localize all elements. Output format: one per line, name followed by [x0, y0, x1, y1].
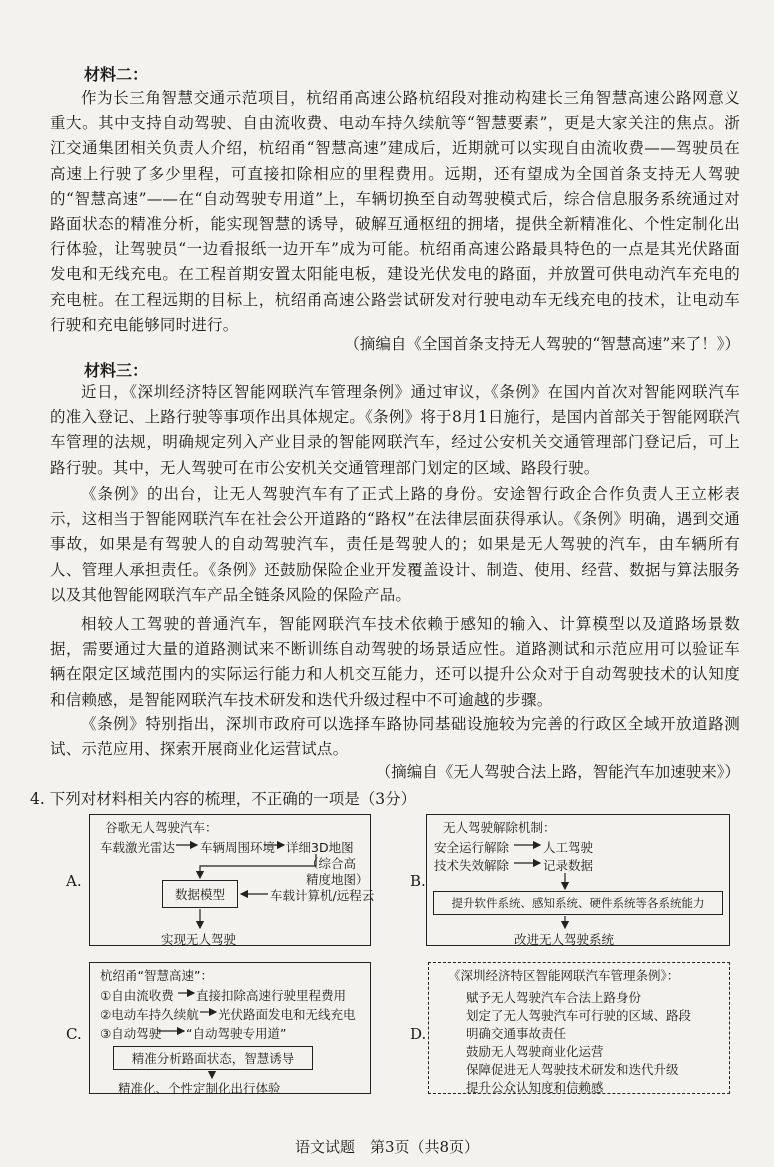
option-c-letter: C. — [66, 1025, 82, 1043]
option-d-item: 划定了无人驾驶汽车可行驶的区域、路段 — [466, 1008, 692, 1023]
option-a-lidar: 车载激光雷达 — [100, 840, 176, 855]
option-a-map3d: 详细3D地图 — [286, 840, 354, 855]
option-a-model-box: 数据模型 — [162, 880, 238, 908]
material2-body: 作为长三角智慧交通示范项目，杭绍甬高速公路杭绍段对推动构建长三角智慧高速公路网意义重大。其中支持自动驾驶、自由流收费、电动车持久续航等“智慧要素”，更是大家关注的焦点。浙江交通集团相关负责人介绍，杭绍甬“智慧高速”建成后，近期就可以实现自由流收费——驾驶员在高速上行驶了多少里程，可直接扣除相应的里程费用。远期，还有望成为全国首条支持无人驾驶的“智慧高速”——在“自动驾驶专用道”上，车辆切换至自动驾驶模式后，综合信息服务系统通过对路面状态的精准分析，能实现智慧的诱导，破解互通枢纽的拥堵，提供全新精准化、个性定制化出行体验，让驾驶员“一边看报纸一边开车”成为可能。杭绍甬高速公路最具特色的一点是其光伏路面发电和无线充电。在工程首期安置太阳能电板，建设光伏发电的路面，并放置可供电动汽车充电的充电桩。在工程远期的目标上，杭绍甬高速公路尝试研发对行驶电动车无线充电的技术，让电动车行驶和充电能够同时进行。 — [50, 89, 740, 334]
option-d-item: 提升公众认知度和信赖感 — [466, 1080, 604, 1095]
option-c-result: 精准化、个性定制化出行体验 — [118, 1081, 281, 1096]
option-a-title: 谷歌无人驾驶汽车： — [105, 820, 218, 835]
material3-paragraph-4: 《条例》特别指出，深圳市政府可以选择车路协同基础设施较为完善的行政区全域开放道路测试、示范应用、探索开展商业化运营试点。 — [50, 715, 740, 759]
option-a-result: 实现无人驾驶 — [161, 932, 237, 947]
option-b-safe: 安全运行解除 — [434, 840, 510, 855]
option-a-map-note: （综合高精度地图） — [306, 856, 369, 887]
material2-source: （摘编自《全国首条支持无人驾驶的“智慧高速”来了！》） — [344, 335, 740, 353]
option-c-item2: ②电动车持久续航 — [100, 1007, 199, 1022]
option-c-item3-result: “自动驾驶专用道” — [186, 1026, 287, 1041]
material3-source: （摘编自《无人驾驶合法上路，智能汽车加速驶来》） — [375, 763, 740, 781]
material3-paragraph-3: 相较人工驾驶的普通汽车，智能网联汽车技术依赖于感知的输入、计算模型以及道路场景数据，需要通过大量的道路测试来不断训练自动驾驶的场景适应性。道路测试和示范应用可以验证车辆在限定区域范围内的实际运行能力和人机交互能力，还可以提升公众对于自动驾驶技术的认知度和信赖感，是智能网联汽车技术研发和迭代升级过程中不可逾越的步骤。 — [50, 615, 740, 709]
page-footer: 语文试题 第3页（共8页） — [294, 1138, 480, 1156]
option-c-item3: ③自动驾驶 — [100, 1026, 162, 1041]
option-c-analysis-box: 精准分析路面状态，智慧诱导 — [113, 1046, 313, 1070]
option-d-item: 赋予无人驾驶汽车合法上路身份 — [466, 990, 642, 1005]
option-b-manual: 人工驾驶 — [543, 840, 594, 855]
option-d-letter: D. — [410, 1025, 427, 1043]
option-b-fail: 技术失效解除 — [434, 858, 510, 873]
option-d-item: 明确交通事故责任 — [466, 1026, 567, 1041]
option-b-result: 改进无人驾驶系统 — [514, 932, 615, 947]
option-c-item2-result: 光伏路面发电和无线充电 — [218, 1007, 356, 1022]
option-b-title: 无人驾驶解除机制： — [443, 820, 556, 835]
question-4: 4. 下列对材料相关内容的梳理，不正确的一项是（3分） — [30, 790, 417, 808]
material2-heading: 材料二： — [84, 65, 149, 84]
option-c-item1: ①自由流收费 — [100, 988, 174, 1003]
option-b-letter: B. — [410, 872, 426, 890]
material3-paragraph-2: 《条例》的出台，让无人驾驶汽车有了正式上路的身份。安途智行政企合作负责人王立彬表示，这相当于智能网联汽车在社会公开道路的“路权”在法律层面获得承认。《条例》明确，遇到交通事故，如果是有驾驶人的自动驾驶汽车，责任是驾驶人的；如果是无人驾驶的汽车，由车辆所有人、管理人承担责任。《条例》还鼓励保险企业开发覆盖设计、制造、使用、经营、数据与算法服务以及其他智能网联汽车产品全链条风险的保险产品。 — [50, 485, 740, 604]
option-a-cloud: 车载计算机/远程云 — [270, 888, 375, 903]
option-b-improve-box: 提升软件系统、感知系统、硬件系统等各系统能力 — [433, 891, 723, 915]
option-d-item: 保障促进无人驾驶技术研发和迭代升级 — [466, 1062, 679, 1077]
option-a-env: 车辆周围环境 — [200, 840, 276, 855]
material3-heading: 材料三： — [84, 361, 149, 380]
option-d-title: 《深圳经济特区智能网联汽车管理条例》： — [448, 968, 680, 983]
option-c-title: 杭绍甬“智慧高速”： — [100, 968, 213, 983]
option-d-item: 鼓励无人驾驶商业化运营 — [466, 1044, 604, 1059]
option-c-item1-result: 直接扣除高速行驶里程费用 — [196, 988, 347, 1003]
option-b-record: 记录数据 — [543, 858, 594, 873]
material3-paragraph-1: 近日，《深圳经济特区智能网联汽车管理条例》通过审议，《条例》在国内首次对智能网联汽车的准入登记、上路行驶等事项作出具体规定。《条例》将于8月1日施行，是国内首部关于智能网联汽车管理的法规，明确规定列入产业目录的智能网联汽车，经过公安机关交通管理部门登记后，可上路行驶。其中，无人驾驶可在市公安机关交通管理部门划定的区域、路段行驶。 — [50, 383, 740, 477]
option-a-letter: A. — [66, 872, 82, 890]
